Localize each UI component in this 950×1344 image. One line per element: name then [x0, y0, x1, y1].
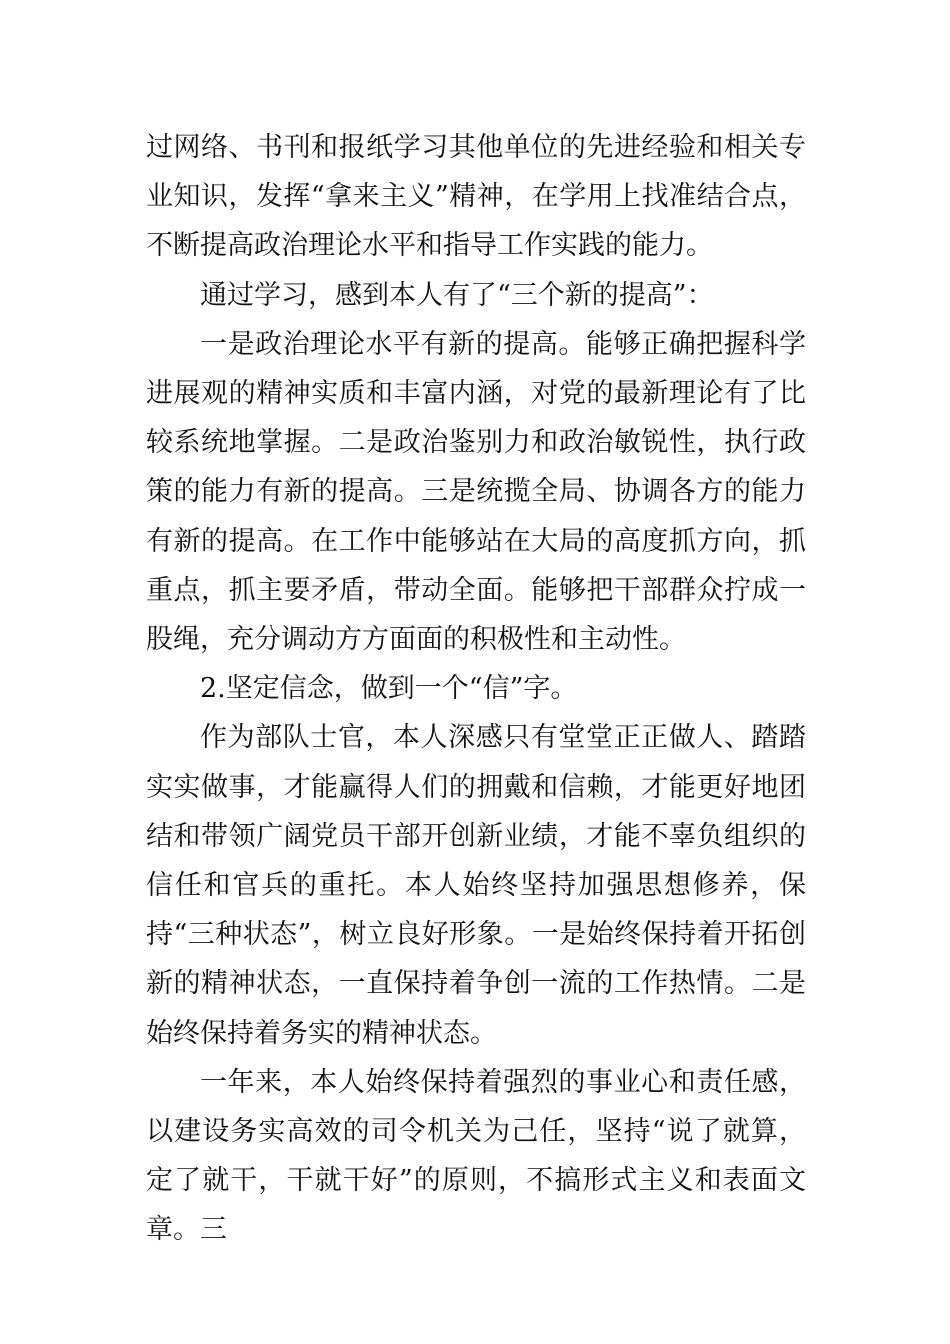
paragraph-5: 作为部队士官，本人深感只有堂堂正正做人、踏踏实实做事，才能赢得人们的拥戴和信赖，才能更好地团结和带领广阔党员干部开创新业绩，才能不辜负组织的信任和官兵的重托。本人始终坚持加强思想修养，保持“三种状态”，树立良好形象。一是始终保持着开拓创新的精神状态，一直保持着争创一流的工作热情。二是始终保持着务实的精神状态。 — [146, 722, 806, 1049]
paragraph-3: 一是政治理论水平有新的提高。能够正确把握科学进展观的精神实质和丰富内涵，对党的最新理论有了比较系统地掌握。二是政治鉴别力和政治敏锐性，执行政策的能力有新的提高。三是统揽全局、协调各方的能力有新的提高。在工作中能够站在大局的高度抓方向，抓重点，抓主要矛盾，带动全面。能够把干部群众拧成一股绳，充分调动方方面面的积极性和主动性。 — [146, 328, 806, 656]
paragraph-2: 通过学习，感到本人有了“三个新的提高”： — [200, 279, 714, 311]
document-body — [146, 123, 806, 1255]
paragraph-4-heading: 2.坚定信念，做到一个“信”字。 — [200, 673, 578, 705]
paragraph-1: 过网络、书刊和报纸学习其他单位的先进经验和相关专业知识，发挥“拿来主义”精神，在学用上找准结合点，不断提高政治理论水平和指导工作实践的能力。 — [146, 132, 806, 262]
paragraph-6: 一年来，本人始终保持着强烈的事业心和责任感，以建设务实高效的司令机关为己任，坚持“说了就算，定了就干，干就干好”的原则，不搞形式主义和表面文章。三 — [146, 1066, 806, 1246]
